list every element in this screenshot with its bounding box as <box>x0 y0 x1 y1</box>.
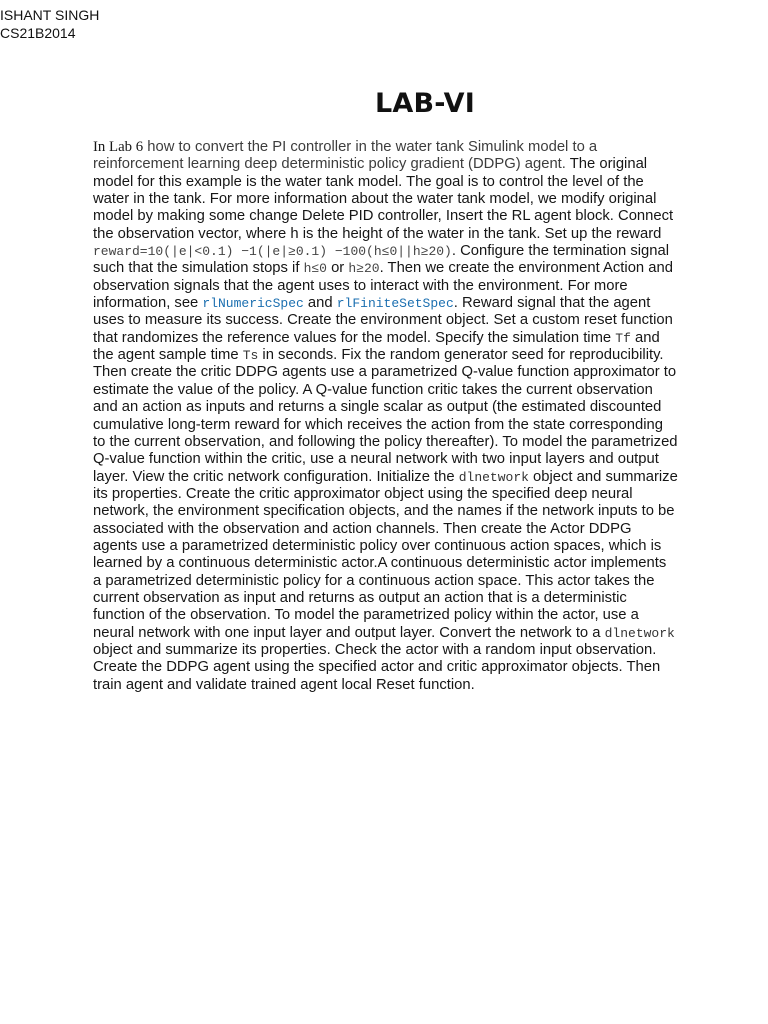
termination-condition-high: h≥20 <box>348 261 380 277</box>
rlnumericspec-link[interactable]: rlNumericSpec <box>202 296 304 312</box>
body-text: in seconds. Fix the random generator seed for reproducibility. Then create the critic DDPG agents use a parametrized Q-value function approximator to estimate the value of the policy. A Q-value function critic takes the current observation and an action as inputs and returns a single scalar as output (the estimated discounted cumulative long-term reward for which receives the action from the state corresponding to the current observation, and following the policy thereafter). To model the parametrized Q-value function within the critic, use a neural network with two input layers and output layer. View the critic network configuration. Initialize the <box>93 347 678 485</box>
lab-reference: In Lab 6 <box>93 139 144 155</box>
intro-text: how to convert the PI controller in the water tank Simulink model to a reinforcement learning deep deterministic policy gradient (DDPG) agent. <box>93 139 598 173</box>
author-name: ISHANT SINGH <box>0 7 100 23</box>
body-text: and the agent sample time <box>93 329 660 364</box>
code-tf: Tf <box>615 330 631 346</box>
lab-description <box>93 139 678 694</box>
body-text: The original model for this example is the water tank model. The goal is to control the level of the water in the tank. For more information about the water tank model, we modify original model by making some change Delete PID controller, Insert the RL agent block. Connect the observation vector, where h is the height of the water in the tank. Set up the reward <box>93 156 674 242</box>
body-text: . Reward signal that the agent uses to measure its success. Create the environment object. Set a custom reset function that randomizes the reference values for the model. Specify the simulation time <box>93 295 673 346</box>
rlfinitesetspec-link[interactable]: rlFiniteSetSpec <box>336 296 454 312</box>
code-dlnetwork: dlnetwork <box>458 469 529 485</box>
page-title: LAB-VI <box>374 88 476 119</box>
body-text: or <box>326 260 349 277</box>
code-dlnetwork: dlnetwork <box>604 625 675 641</box>
body-text: and <box>303 295 337 312</box>
author-header <box>0 6 99 42</box>
roll-number: CS21B2014 <box>0 25 76 41</box>
body-text: object and summarize its properties. Check the actor with a random input observation. Create the DDPG agent using the specified actor and critic approximator objects. Then train agent and validate trained agent local Reset function. <box>93 641 661 693</box>
termination-condition-low: h≤0 <box>303 261 327 277</box>
reward-formula: reward=10(|e|<0.1) −1(|e|≥0.1) −100(h≤0||h≥20) <box>93 244 452 260</box>
body-text: . Configure the termination signal such that the simulation stops if <box>93 243 670 277</box>
body-text: . Then we create the environment Action and observation signals that the agent uses to interact with the environment. For more information, see <box>93 260 673 312</box>
code-ts: Ts <box>242 348 259 364</box>
body-text: object and summarize its properties. Create the critic approximator object using the specified deep neural network, the environment specification objects, and the names if the network inputs to be associated with the observation and action channels. Then create the Actor DDPG agents use a parametrized deterministic policy over continuous action spaces, which is learned by a continuous deterministic actor.A continuous deterministic actor implements a parametrized deterministic policy for a continuous action space. This actor takes the current observation as input and returns as output an action that is a deterministic function of the observation. To model the parametrized policy within the actor, use a neural network with one input layer and output layer. Convert the network to a <box>93 468 678 641</box>
body-paragraph <box>93 139 678 694</box>
